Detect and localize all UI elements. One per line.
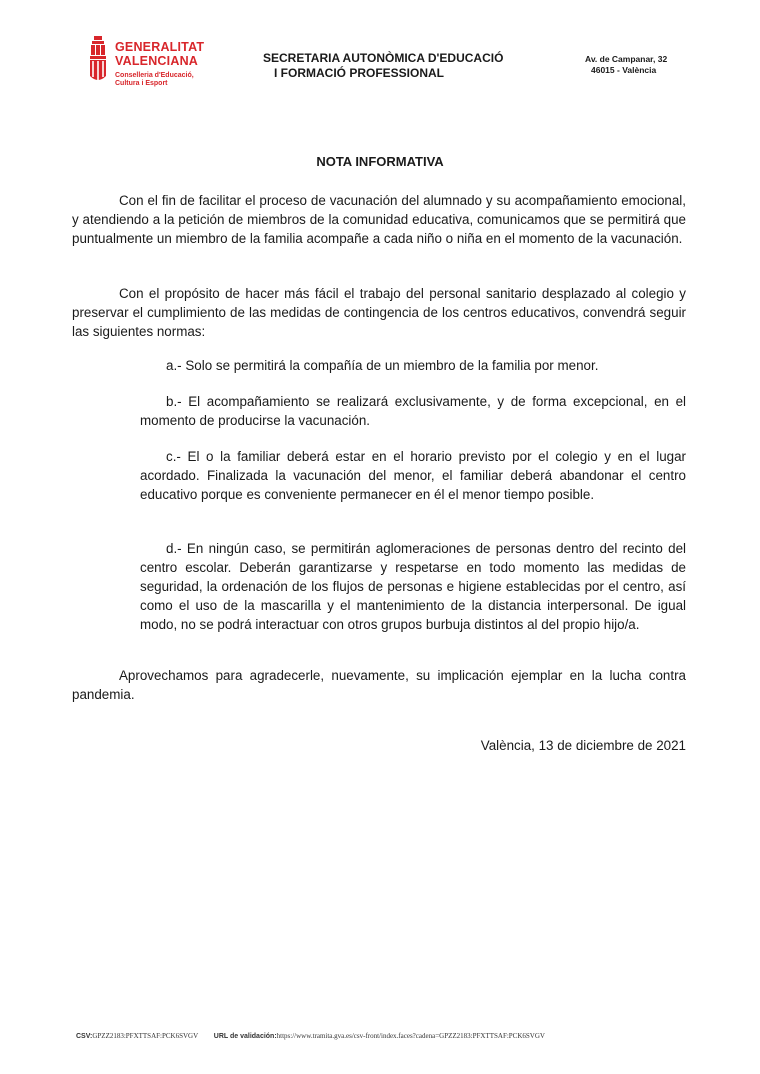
logo-line-1: GENERALITAT [115, 40, 205, 54]
list-item-c: c.- El o la familiar deberá estar en el horario previsto por el colegio y en el lugar acordado. Finalizada la vacunación del menor, el familiar deberá abandonar el centro educativo porque es conveniente permanecer en él el menor tiempo posible. [140, 449, 686, 502]
list-item-d: d.- En ningún caso, se permitirán aglomeraciones de personas dentro del recinto del centro escolar. Deberán garantizarse y respetarse en todo momento las medidas de seguridad, la ordenación de los flujos de personas e higiene establecidas por el centro, así como el uso de la mascarilla y el mantenimiento de la distancia interpersonal. De igual modo, no se podrá interactuar con otros grupos burbuja distintos al del propio hijo/a. [140, 541, 686, 632]
address-block [585, 54, 667, 76]
secretaria-heading [263, 51, 503, 81]
paragraph-1: Con el fin de facilitar el proceso de vacunación del alumnado y su acompañamiento emocional, y atendiendo a la petición de miembros de la comunidad educativa, comunicamos que se permitirá que puntualmente un miembro de la familia acompañe a cada niño o niña en el momento de la vacunación. [72, 193, 686, 246]
logo-wordmark [115, 40, 204, 68]
list-item-a: a.- Solo se permitirá la compañía de un miembro de la familia por menor. [166, 358, 599, 373]
closing-paragraph: Aprovechamos para agradecerle, nuevamente, su implicación ejemplar en la lucha contra pandemia. [72, 668, 686, 702]
validation-footer [76, 1032, 545, 1040]
paragraph-2: Con el propósito de hacer más fácil el trabajo del personal sanitario desplazado al colegio y preservar el cumplimiento de las medidas de contingencia de los centros educativos, convendrá seguir las siguientes normas: [72, 286, 686, 339]
logo-department [115, 72, 194, 88]
csv-label: CSV: [76, 1033, 93, 1040]
generalitat-emblem-icon [88, 36, 112, 94]
document-date: València, 13 de diciembre de 2021 [480, 738, 686, 753]
address-line-1: Av. de Campanar, 32 [585, 54, 668, 64]
validation-url[interactable]: https://www.tramita.gva.es/csv-front/index.faces?cadena=GPZZ2183:PFXTTSAF:PCK6SVGV [276, 1032, 545, 1040]
logo-dept-line-1: Conselleria d'Educació, [115, 72, 194, 79]
generalitat-logo [88, 36, 228, 96]
list-item-b: b.- El acompañamiento se realizará exclusivamente, y de forma excepcional, en el momento de producirse la vacunación. [140, 394, 686, 428]
document-title: NOTA INFORMATIVA [316, 154, 444, 169]
address-line-2: 46015 - València [591, 65, 657, 75]
secretaria-line-1: SECRETARIA AUTONÒMICA D'EDUCACIÓ [263, 51, 504, 65]
csv-value: GPZZ2183:PFXTTSAF:PCK6SVGV [92, 1032, 199, 1040]
logo-dept-line-2: Cultura i Esport [115, 80, 168, 87]
url-label: URL de validación: [213, 1033, 277, 1040]
logo-line-2: VALENCIANA [115, 54, 199, 68]
secretaria-line-2: I FORMACIÓ PROFESSIONAL [274, 66, 445, 80]
